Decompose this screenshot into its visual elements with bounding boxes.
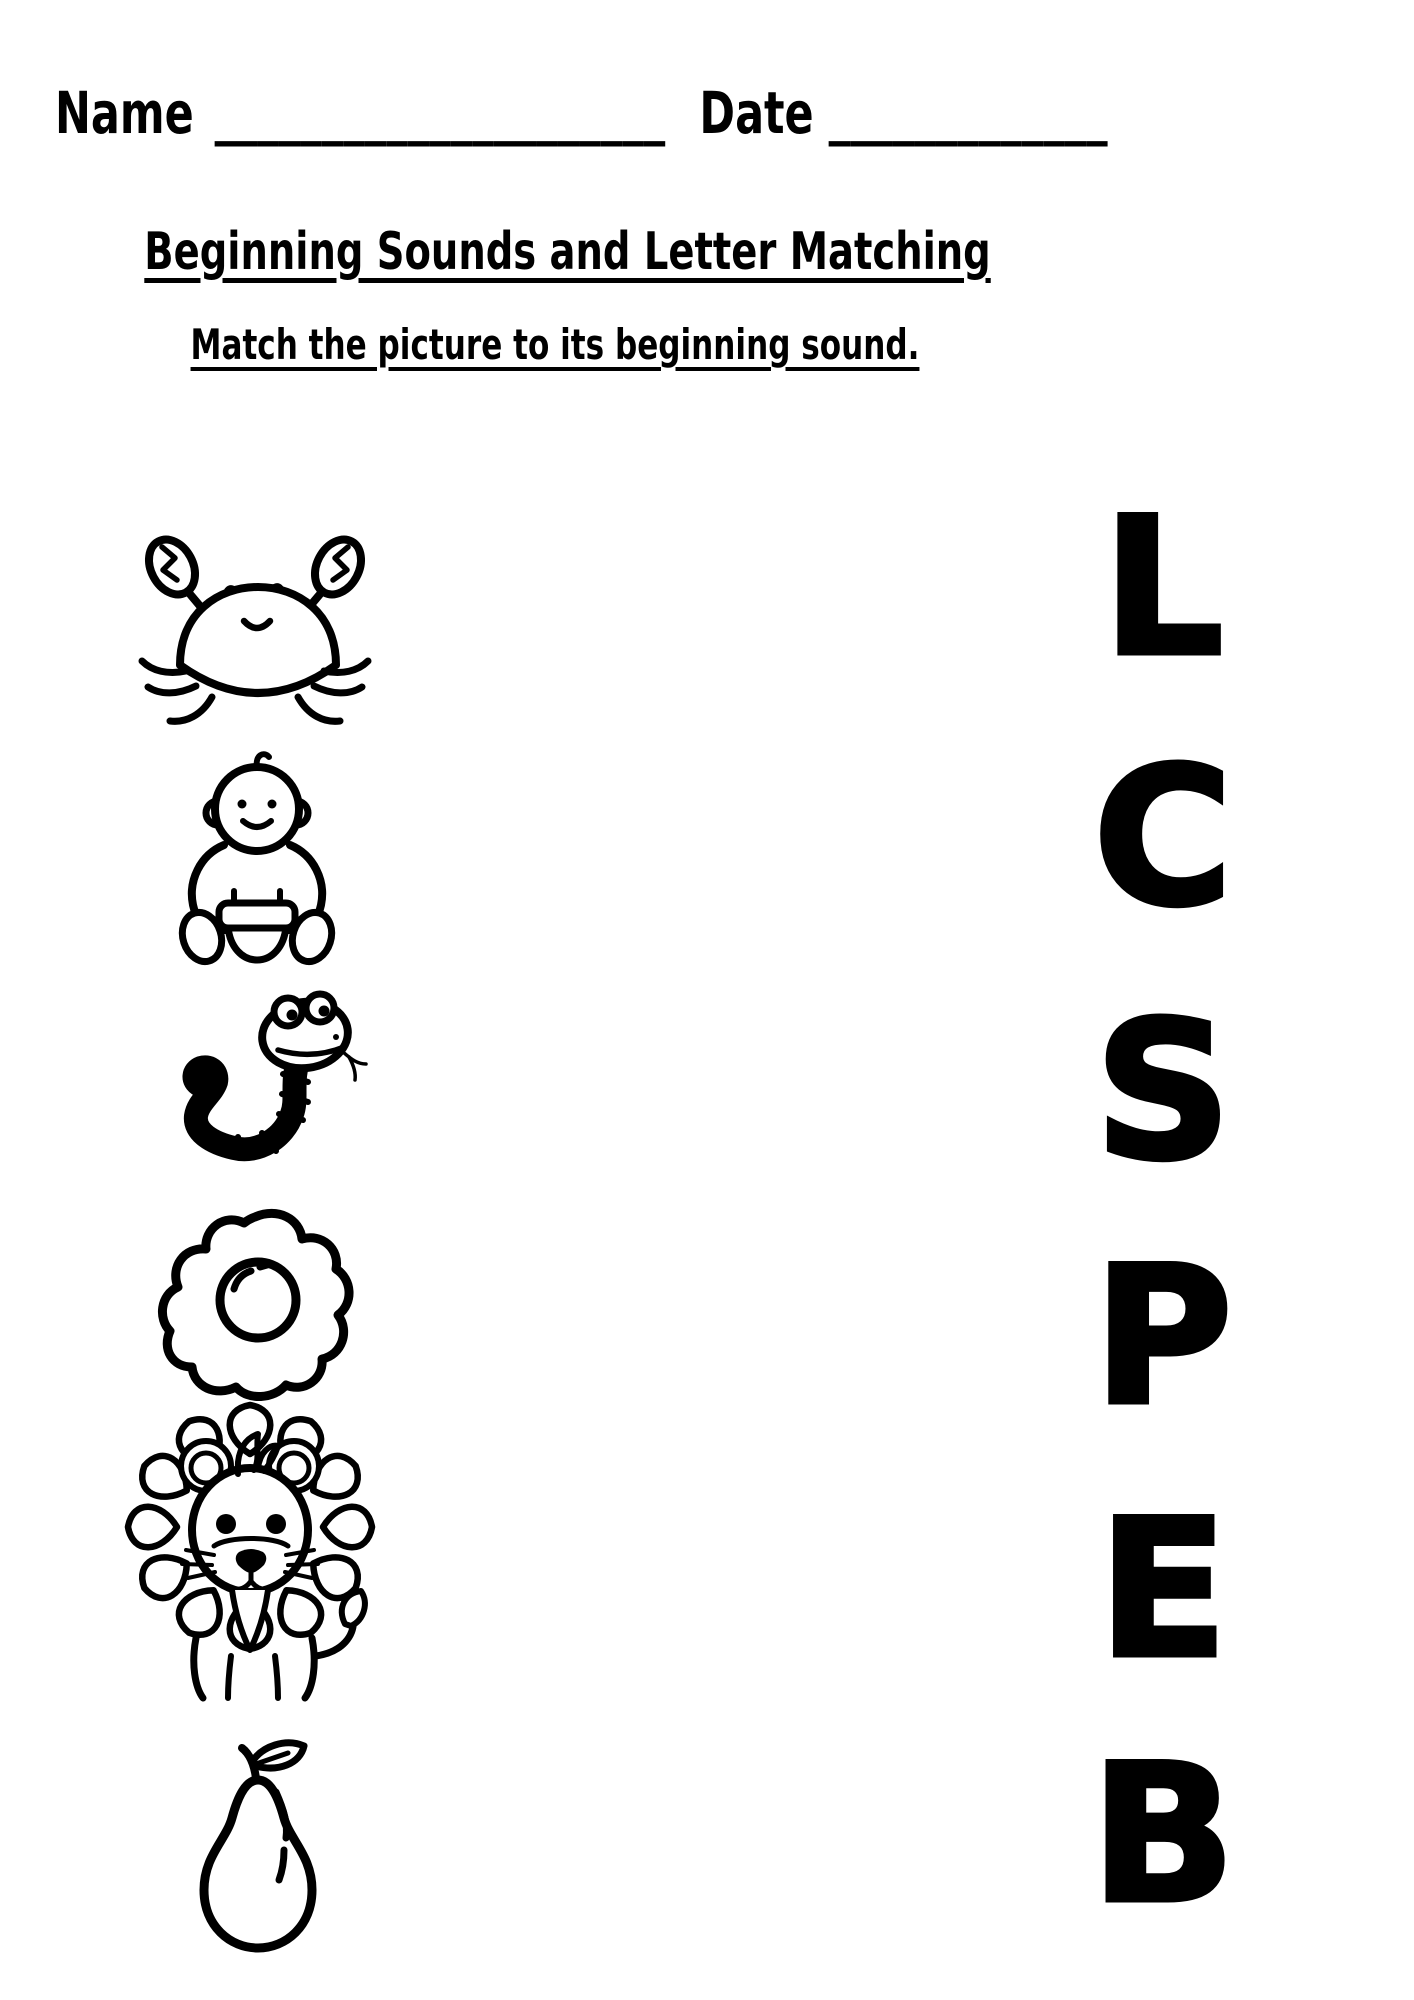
picture-snake[interactable]: [150, 990, 370, 1180]
picture-crab[interactable]: [120, 523, 390, 728]
crab-icon: [120, 523, 390, 728]
picture-pear[interactable]: [152, 1722, 352, 1965]
date-blank-line[interactable]: _____________: [828, 79, 1108, 147]
worksheet-header: [55, 80, 1108, 146]
letter-C[interactable]: C: [1093, 727, 1233, 948]
lion-icon: [118, 1402, 378, 1702]
picture-baby[interactable]: [172, 745, 342, 973]
picture-lion[interactable]: [118, 1402, 378, 1702]
pear-icon: [152, 1722, 352, 1965]
letter-P[interactable]: P: [1093, 1226, 1233, 1447]
baby-icon: [172, 745, 342, 973]
date-label: Date: [699, 79, 814, 147]
page-title: Beginning Sounds and Letter Matching: [144, 222, 991, 282]
instruction-text: Match the picture to its beginning sound.: [190, 320, 920, 369]
letter-E[interactable]: E: [1098, 1479, 1228, 1700]
picture-egg[interactable]: [160, 1205, 350, 1395]
fried-egg-icon: [160, 1205, 350, 1395]
snake-icon: [150, 990, 370, 1180]
letter-B[interactable]: B: [1090, 1724, 1236, 1945]
name-label: Name: [55, 79, 194, 147]
name-blank-line[interactable]: _____________________: [214, 79, 666, 147]
letter-L[interactable]: L: [1102, 477, 1224, 698]
letter-S[interactable]: S: [1094, 981, 1232, 1202]
